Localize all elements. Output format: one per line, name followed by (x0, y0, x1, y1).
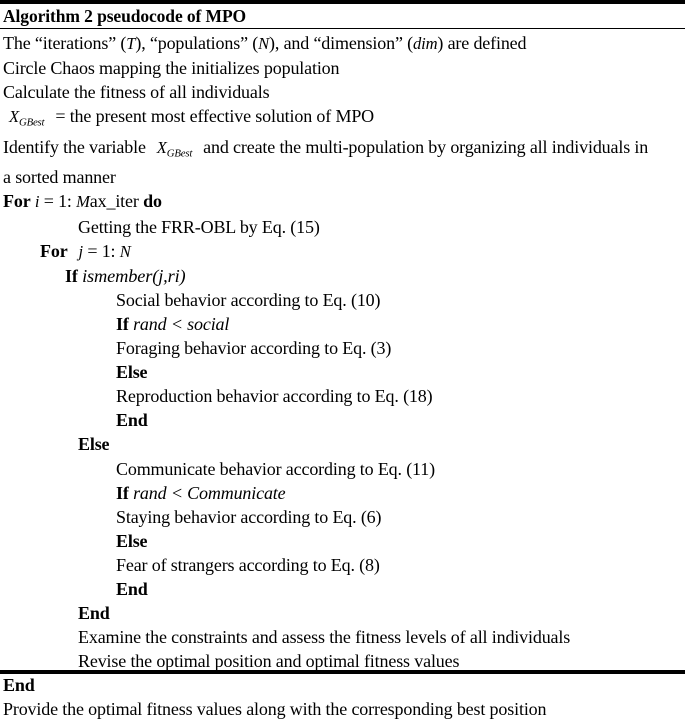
line-end-inner-1: End (116, 410, 148, 431)
token-colon-2: = 1: (87, 240, 116, 261)
symbol-X: X (9, 107, 19, 127)
token-iterations-quoted: “iterations” (34, 33, 117, 53)
line-revise-optimal: Revise the optimal position and optimal fitness values (78, 651, 460, 672)
line-reproduction-behavior: Reproduction behavior according to Eq. (18) (116, 386, 433, 407)
token-j: j (78, 241, 83, 261)
token-identify-suffix: and create the multi-population by organizing all individuals in (203, 136, 649, 157)
line-for-outer (3, 189, 685, 214)
line-fear-of-strangers: Fear of strangers according to Eq. (8) (116, 554, 380, 575)
line-sorted-manner: a sorted manner (3, 167, 116, 188)
symbol-X: X (156, 137, 167, 157)
token-populations-quoted: “populations” (149, 33, 248, 53)
line-examine-constraints: Examine the constraints and assess the fitness levels of all individuals (78, 627, 571, 648)
algorithm-title: Algorithm 2 pseudocode of MPO (0, 4, 685, 29)
keyword-do: do (143, 191, 162, 212)
algorithm-body (0, 29, 685, 722)
keyword-if: If (116, 313, 129, 334)
token-identify-prefix: Identify the variable (3, 136, 146, 157)
line-end-outer: End (3, 675, 35, 696)
line-else-inner-2: Else (116, 530, 148, 551)
line-xgbest-assign (3, 104, 685, 135)
keyword-for: For (40, 240, 68, 261)
line-social-behavior: Social behavior according to Eq. (10) (116, 289, 381, 310)
line-communicate-behavior: Communicate behavior according to Eq. (11) (116, 458, 435, 479)
token-T: T (126, 34, 136, 53)
token-equals-present-solution: = the present most effective solution of MPO (55, 106, 375, 127)
line-staying-behavior: Staying behavior according to Eq. (6) (116, 506, 382, 527)
line-define-params: The “iterations” (T), “populations” (N), and “dimension” (dim) are defined (3, 33, 527, 53)
line-circle-chaos: Circle Chaos mapping the initializes population (3, 58, 340, 79)
expression-ismember: ismember(j,ri) (82, 265, 186, 286)
line-else-inner-1: Else (116, 362, 148, 383)
symbol-GBest-subscript: GBest (166, 147, 193, 160)
keyword-if: If (116, 482, 129, 503)
line-identify-variable (3, 135, 685, 166)
line-if-rand-social (3, 312, 685, 336)
token-N: N (258, 34, 270, 53)
line-end-ismember: End (78, 603, 110, 624)
token-and: and (283, 33, 310, 53)
line-calculate-fitness: Calculate the fitness of all individuals (3, 82, 270, 103)
token-dim: dim (413, 34, 438, 53)
line-provide-optimal: Provide the optimal fitness values along with the corresponding best position (3, 699, 547, 720)
token-M: M (76, 192, 90, 212)
token-N: N (119, 241, 131, 261)
keyword-if: If (65, 265, 78, 286)
line-foraging-behavior: Foraging behavior according to Eq. (3) (116, 338, 392, 359)
line-end-inner-2: End (116, 578, 148, 599)
token-are-defined: are defined (447, 33, 527, 53)
token-colon-1: = 1: (43, 191, 72, 212)
keyword-for: For (3, 191, 31, 212)
token-the: The (3, 33, 31, 53)
line-else-ismember: Else (78, 434, 110, 455)
symbol-GBest-subscript: GBest (18, 116, 45, 129)
line-if-ismember (3, 264, 685, 288)
line-for-inner (3, 239, 685, 264)
expression-rand-lt-social: rand < social (133, 313, 230, 334)
line-if-rand-communicate (3, 481, 685, 505)
token-dimension-quoted: “dimension” (313, 33, 403, 53)
expression-rand-lt-communicate: rand < Communicate (133, 482, 286, 503)
line-getting-frr-obl: Getting the FRR-OBL by Eq. (15) (78, 216, 320, 237)
token-i: i (34, 192, 40, 212)
token-ax-iter: ax_iter (89, 191, 139, 212)
